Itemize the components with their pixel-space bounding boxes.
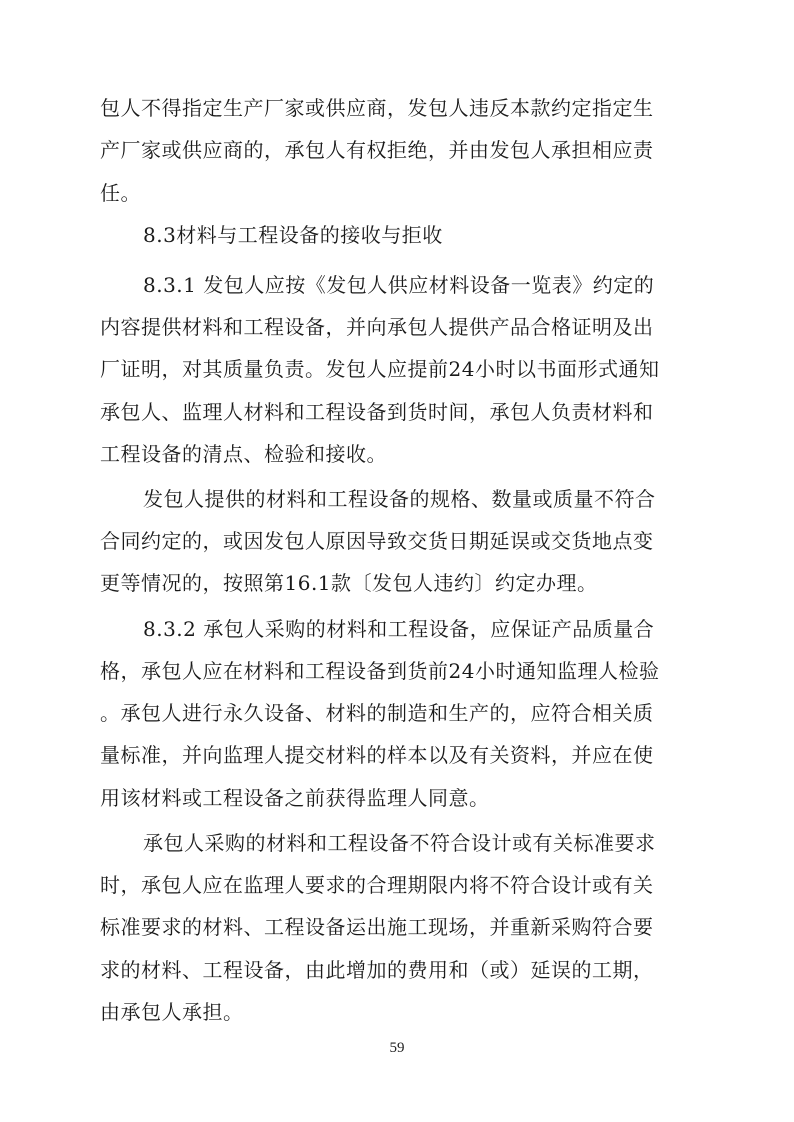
text-line: 由承包人承担。 [100,1000,244,1024]
text-line: 工程设备的清点、检验和接收。 [100,442,387,466]
text-line: 格，承包人应在材料和工程设备到货前24小时通知监理人检验 [100,659,660,683]
text-line: 内容提供材料和工程设备，并向承包人提供产品合格证明及出 [100,315,654,339]
text-line: 包人不得指定生产厂家或供应商，发包人违反本款约定指定生 [100,96,654,120]
text-line: 承包人、监理人材料和工程设备到货时间，承包人负责材料和 [100,400,654,424]
text-line: 发包人提供的材料和工程设备的规格、数量或质量不符合 [143,487,656,511]
text-line: 更等情况的，按照第16.1款〔发包人违约〕约定办理。 [100,571,598,595]
page-number: 59 [389,1040,405,1056]
section-heading: 8.3材料与工程设备的接收与拒收 [143,223,443,247]
text-line: 用该材料或工程设备之前获得监理人同意。 [100,786,490,810]
text-line: 求的材料、工程设备，由此增加的费用和（或）延误的工期， [100,958,654,982]
text-line: 标准要求的材料、工程设备运出施工现场，并重新采购符合要 [100,915,654,939]
text-line: 厂证明，对其质量负责。发包人应提前24小时以书面形式通知 [100,357,660,381]
text-line: 量标准，并向监理人提交材料的样本以及有关资料，并应在使 [100,743,654,767]
text-line: 8.3.1 发包人应按《发包人供应材料设备一览表》约定的 [143,273,655,297]
text-line: 产厂家或供应商的，承包人有权拒绝，并由发包人承担相应责 [100,138,654,162]
text-line: 合同约定的，或因发包人原因导致交货日期延误或交货地点变 [100,529,654,553]
text-line: 任。 [100,181,141,205]
text-line: 。承包人进行永久设备、材料的制造和生产的，应符合相关质 [100,701,654,725]
text-line: 8.3.2 承包人采购的材料和工程设备，应保证产品质量合 [143,617,655,641]
text-line: 时，承包人应在监理人要求的合理期限内将不符合设计或有关 [100,873,654,897]
text-line: 承包人采购的材料和工程设备不符合设计或有关标准要求 [143,831,656,855]
